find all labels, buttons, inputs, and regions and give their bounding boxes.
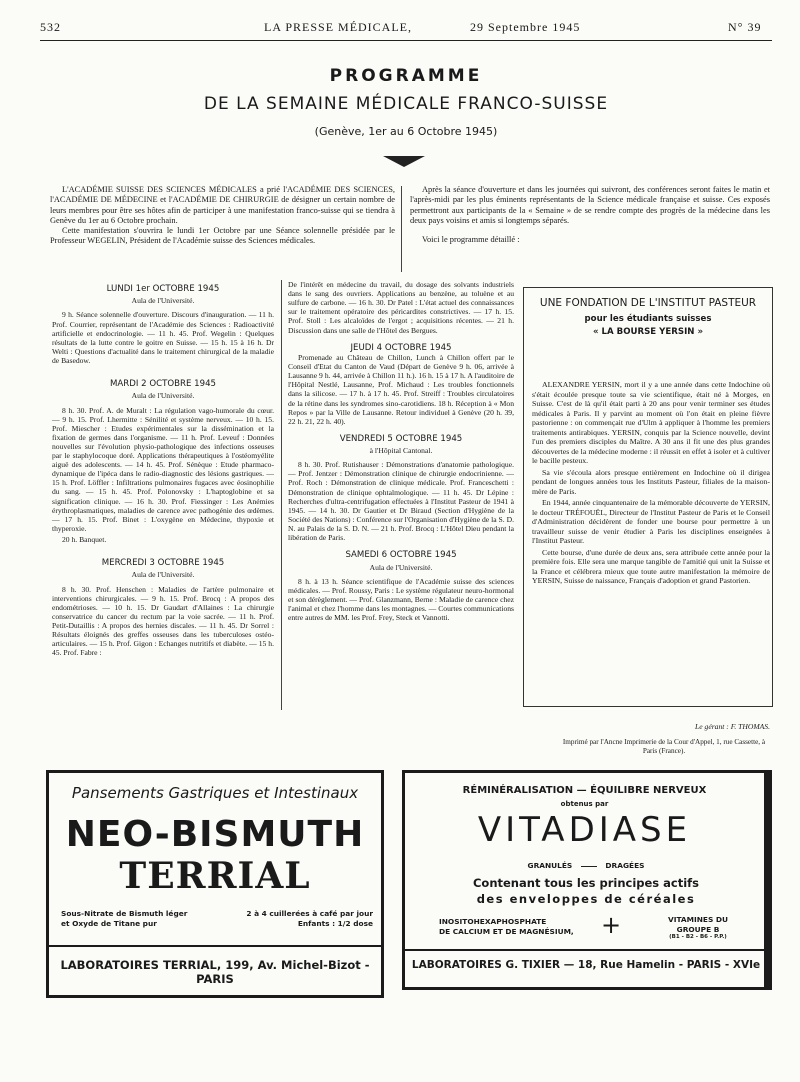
ad-right-forms <box>405 861 767 871</box>
day-heading: VENDREDI 5 OCTOBRE 1945 <box>339 433 463 444</box>
ad-right-rule <box>405 949 767 951</box>
day-location: Aula de l'Université. <box>131 570 195 580</box>
intro-divider <box>401 186 402 272</box>
fondation-paragraph: Cette bourse, d'une durée de deux ans, sera attribuée cette année pour la première fois. Elle sera une marque tangible de l'amitié qui unit la Suisse et la France et célébrera mieux que toute autre manifestation la mémoire de YERSIN, Suisse de naissance, Français d'adoption et grand Pastorien. <box>532 547 770 585</box>
fondation-paragraph: ALEXANDRE YERSIN, mort il y a une année dans cette Indochine où s'était écoulée presque toute sa vie scientifique, était né à Morges, en Suisse. C'est de là qu'il était parti à 20 ans pour venir terminer ses études médicales à Paris. Il y parvint au moment où l'on était en pleine fièvre pastorienne : on commençait rue d'Ulm à appliquer à l'homme les premiers traitements antirabiques. YERSIN, conquis par la Science nouvelle, devint l'un des premiers disciples du Maître. A 30 ans il fit une des plus grandes découvertes de la médecine moderne : il réussit en effet à isoler et à cultiver le bacille pesteux. <box>532 380 770 465</box>
day-programme: Promenade au Château de Chillon, Lunch à Chillon offert par le Conseil d'Etat du Canton de Vaud (Départ de Genève 9 h. 06, arrivée à Lausanne 9 h. 44, arrivée à Chillon 11 h.). 16 h. 15 à 17 h. A l'auditoire de l'Hôpital Nestlé, Lausanne, Prof. Michaud : Les troubles fonctionnels dans la silicose. — 17 h. à 17 h. 45. Prof. Streiff : Troubles circulatoires de la rétine dans les syndromes sino-carotidiens. 18 h. Réception à « Mon Repos » par la Ville de Lausanne. Retour individuel à Genève (20 h. 39, 22 h. 21, 22 h. 40). <box>288 352 514 426</box>
composition-line: et Oxyde de Titane pur <box>61 918 157 928</box>
plus-icon: + <box>601 911 623 939</box>
fondation-subtitle: pour les étudiants suisses <box>584 314 712 325</box>
day-programme: 8 h. 30. Prof. A. de Muralt : La régulation vago-humorale du cœur. — 9 h. 15. Prof. Lhermitte : Sénilité et système nerveux. — 10 h. 15. Prof. Miescher : Etudes expérimentales sur la dissémination et la fixation de germes dans l'organisme. — 11 h. Prof. Leveuf : Données nouvelles sur l'évolution physio-pathologique des infections osseuses par le staphylocoque doré. Applications thérapeutiques à l'ostéomyélite aiguë des adolescents. — 14 h. 45. Prof. Sénèque : Etude pharmaco-dynamique de l'ipéca dans le radio-diagnostic des lésions gastriques. — 15 h. Prof. Löffler : Infiltrations pulmonaires fugaces avec éosinophilie du sang. — 15 h. 45. Prof. Polonovsky : L'haptoglobine et sa signification clinique. — 16 h. 30. Prof. Fiessinger : Les Anémies érythroplasmatiques, maladies de carence avec pathogénie des œdèmes. — 17 h. 15. Prof. Binet : L'oxygène en Médecine, thypoxie et thyperoxie. <box>52 405 274 533</box>
vitamin-line: VITAMINES DU <box>667 915 729 924</box>
day-location: Aula de l'Université. <box>369 562 433 572</box>
day-location: Aula de l'Université. <box>131 296 195 306</box>
ad-right-inosito <box>439 917 599 936</box>
issue-date: 29 Septembre 1945 <box>470 20 581 34</box>
dosage-line: Enfants : 1/2 dose <box>297 918 373 928</box>
column-divider <box>281 280 282 710</box>
day-programme: 8 h. à 13 h. Séance scientifique de l'Académie suisse des sciences médicales. — Prof. Roussy, Paris : Le système régulateur neuro-hormonal et son dérèglement. — Prof. Glanzmann, Berne : Maladie de carence chez l'animal et chez l'homme dans les montagnes. — Courtes communications entre autres de MM. les Prof. Frey, Steck et Vannotti. <box>288 576 514 623</box>
day-heading: LUNDI 1er OCTOBRE 1945 <box>106 284 220 294</box>
day-programme: 8 h. 30. Prof. Henschen : Maladies de l'artère pulmonaire et interventions chirurgicales. — 9 h. 15. Prof. Brocq : A propos des endométrioses. — 10 h. 15. Dr Gaudart d'Allaines : La chirurgie conservatrice du cancer du rectum par la voie sacrée. — 11 h. Prof. Petit-Dutaillis : A propos des hernies discales. — 11 h. 45. Dr Sorrel : Résultats éloignés des greffes osseuses dans les tuberculoses ostéo-articulaires. — 15 h. Prof. Gigon : Echanges nutritifs et diabète. — 15 h. 45. Prof. Fabre : <box>52 584 274 658</box>
form-granules: GRANULÉS <box>527 861 573 870</box>
vitamin-line: (B1 - B2 - B6 - P.P.) <box>669 934 727 941</box>
fondation-header <box>528 296 768 338</box>
day-location: Aula de l'Université. <box>131 391 195 401</box>
printer-note: Imprimé par l'Ancne Imprimerie de la Cour d'Appel, 1, rue Cassette, à Paris (France). <box>562 738 766 755</box>
day-programme: 8 h. 30. Prof. Rutishauser : Démonstrations d'anatomie pathologique. — Prof. Jentzer : Démonstration clinique de chirurgie endocrinienne. — Prof. Roch : Démonstration de clinique médicale. Prof. Franceschetti : Démonstration de clinique ophtalmologique. — 11 h. 45. Dr Lépine : Recherches d'ultra-centrifugation effectuées à l'Institut Pasteur de 1941 à 1945. — 14 h. 30. Dr Gautier et Dr Biraud (Section d'Hygiène de la Société des Nations) : Conférence sur l'Organisation d'Hygiène de la S. D. N. au Palais de la S. D. N. — 21 h. Prof. Brocq : L'Hôtel Dieu pendant la libération de Paris. <box>288 460 514 543</box>
day-heading: MARDI 2 OCTOBRE 1945 <box>109 379 217 390</box>
ad-right-brand: VITADIASE <box>477 810 692 851</box>
ad-left-tagline: Pansements Gastriques et Intestinaux <box>71 784 359 802</box>
form-dragees: DRAGÉES <box>605 861 645 870</box>
ad-left-rule <box>49 945 381 947</box>
programme-column-1 <box>52 276 274 712</box>
ad-right-obtenus: obtenus par <box>560 799 609 808</box>
ad-vitadiase <box>402 770 772 990</box>
intro-right <box>410 185 770 265</box>
intro-left-paragraph: L'ACADÉMIE SUISSE DES SCIENCES MÉDICALES a prié l'ACADÉMIE DES SCIENCES, l'ACADÉMIE DE MÉDECINE et l'ACADÉMIE DE CHIRURGIE de désigner un certain nombre de leurs membres pour être ses hôtes afin de participer à une manifestation franco-suisse qui se tiendra à Genève du 1er au 6 Octobre prochain. <box>50 185 395 225</box>
day-heading: SAMEDI 6 OCTOBRE 1945 <box>345 550 457 561</box>
triangle-ornament-icon <box>383 156 425 167</box>
day-location: à l'Hôpital Cantonal. <box>369 446 433 456</box>
day-programme: 9 h. Séance solennelle d'ouverture. Discours d'inauguration. — 11 h. Prof. Courrier, représentant de l'Académie des Sciences : Radioactivité artificielle et endocrinologie. — 11 h. 45. Prof. Wegelin : Quelques résultats de la lutte contre le goitre en Suisse. — 15 h. 15 à 16 h. Dr Welti : Questions d'actualité dans le traitement chirurgical de la maladie de Basedow. <box>52 310 274 365</box>
ad-neo-bismuth <box>46 770 384 998</box>
page-title: PROGRAMME <box>329 66 483 86</box>
inosito-line: INOSITOHEXAPHOSPHATE <box>439 917 547 926</box>
intro-right-paragraph: Après la séance d'ouverture et dans les journées qui suivront, des conférences seront faites le matin et l'après-midi par les plus éminents représentants de la Science médicale française et suisse. Ces exposés permettront aux participants de la « Semaine » de se rendre compte des progrès de la médecine dans les deux pays voisins et amis si longtemps séparés. <box>410 185 770 225</box>
fondation-body <box>532 380 770 702</box>
ad-left-brand-1: NEO-BISMUTH <box>65 813 365 855</box>
ad-left-composition <box>61 909 221 928</box>
day-heading: MERCREDI 3 OCTOBRE 1945 <box>101 558 225 569</box>
issue-number: N° 39 <box>728 20 762 34</box>
composition-line: Sous-Nitrate de Bismuth léger <box>61 909 188 918</box>
page-number: 532 <box>40 20 61 34</box>
vitamin-line: GROUPE B <box>676 924 720 934</box>
running-header <box>40 20 770 38</box>
fondation-paragraph: En 1944, année cinquantenaire de la mémorable découverte de YERSIN, le docteur TRÉFOUËL, Directeur de l'Institut Pasteur de Paris et le Conseil d'Administration décidèrent de fonder une bourse pour permettre à un travailleur suisse de venir étudier à Paris les disciplines enseignées à l'Institut Pasteur. <box>532 498 770 545</box>
ad-left-laboratory: LABORATOIRES TERRIAL, 199, Av. Michel-Bizot - PARIS <box>60 958 370 986</box>
ad-right-claim-2: des enveloppes de céréales <box>476 892 696 906</box>
ad-left-dosage <box>219 909 373 928</box>
ad-left-brand-2: TERRIAL <box>119 854 311 897</box>
fondation-paragraph: Sa vie s'écoula alors presque entièrement en Indochine où il dirigea pendant de longues années tous les Instituts Pasteur, filiales de la maison-mère de Paris. <box>532 467 770 496</box>
intro-left <box>50 185 395 265</box>
fondation-title: UNE FONDATION DE L'INSTITUT PASTEUR <box>539 297 757 309</box>
ad-right-tagline: RÉMINÉRALISATION — ÉQUILIBRE NERVEUX <box>462 785 707 796</box>
intro-left-paragraph: Cette manifestation s'ouvrira le lundi 1er Octobre par une Séance solennelle présidée par le Professeur WEGELIN, Président de l'Académie suisse des Sciences médicales. <box>50 226 395 246</box>
fondation-bourse-name: « LA BOURSE YERSIN » <box>593 326 703 337</box>
intro-right-paragraph: Voici le programme détaillé : <box>422 235 520 244</box>
day-programme: De l'intérêt en médecine du travail, du dosage des solvants industriels dans le sang des ouvriers. Applications au benzène, au toluène et au sulfure de carbone. — 16 h. 30. Dr Patel : L'état actuel des connaissances sur le traitement opératoire des péricardites constrictives. — 17 h. 15. Prof. Stoll : Les alcaloïdes de l'ergot ; acquisitions récentes. — 21 h. Discussion dans une salle de l'Hôtel des Bergues. <box>288 280 514 335</box>
inosito-line: DE CALCIUM ET DE MAGNÉSIUM, <box>439 926 574 936</box>
day-heading: JEUDI 4 OCTOBRE 1945 <box>350 342 452 353</box>
page-subtitle: DE LA SEMAINE MÉDICALE FRANCO-SUISSE <box>203 94 609 114</box>
ad-right-claim-1: Contenant tous les principes actifs <box>472 876 700 890</box>
dosage-line: 2 à 4 cuillerées à café par jour <box>246 909 373 918</box>
ad-right-laboratory: LABORATOIRES G. TIXIER — 18, Rue Hamelin - PARIS - XVIe <box>411 959 761 971</box>
form-separator <box>581 866 597 867</box>
day-programme-extra: 20 h. Banquet. <box>62 535 107 545</box>
gerant-signature: Le gérant : F. THOMAS. <box>695 722 770 731</box>
programme-column-2 <box>288 280 514 716</box>
event-dates: (Genève, 1er au 6 Octobre 1945) <box>314 125 498 138</box>
header-rule <box>40 40 772 41</box>
journal-name: LA PRESSE MÉDICALE, <box>264 20 413 34</box>
ad-right-vitamines <box>643 915 753 941</box>
